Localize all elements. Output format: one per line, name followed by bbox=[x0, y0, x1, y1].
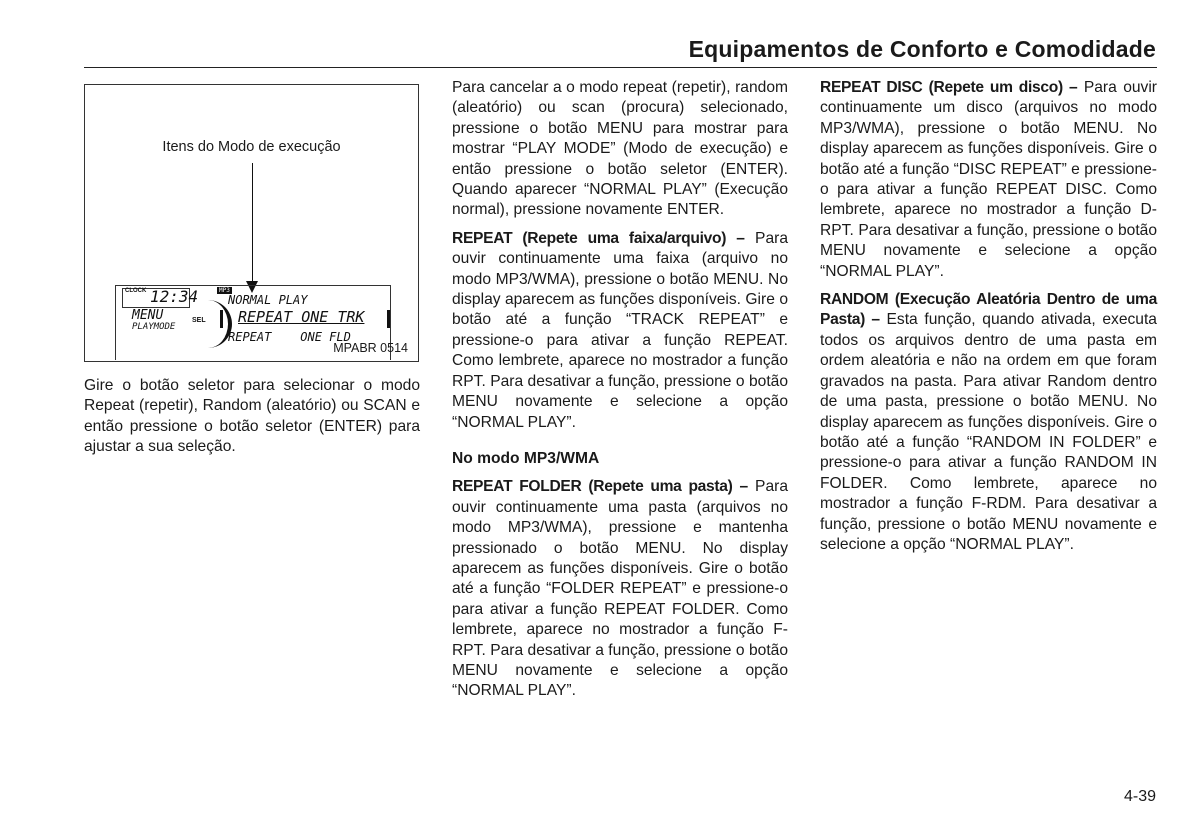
arrow-icon bbox=[252, 163, 253, 281]
paragraph-lead: RANDOM (Execução Aleatória Dentro de uma Pasta) – bbox=[820, 291, 1157, 329]
lcd-line-repeat-one-trk: REPEAT ONE TRK bbox=[238, 308, 365, 326]
section-title: Equipamentos de Conforto e Comodidade bbox=[688, 36, 1156, 62]
paragraph-body: Para ouvir continuamente uma pasta (arquivos no modo MP3/WMA), pressione e mantenha pressionado o botão MENU. No display aparecem as funções disponíveis. Gire o botão até a função “FOLDER REPEAT” e pressione-o para ativar a função REPEAT FOLDER. Como lembrete, aparece no mostrador a função F-RPT. Para desativar a função, pressione o botão MENU novamente e selecione a opção “NORMAL PLAY”. bbox=[452, 478, 788, 700]
lcd-time: 12:34 bbox=[150, 287, 199, 306]
paragraph: Para cancelar a o modo repeat (repetir), random (aleatório) ou scan (procura) selecionado, pressione o botão MENU para mostrar para mostrar “PLAY MODE” (Modo de execução) e então pressione o botão seletor (ENTER). Quando aparecer “NORMAL PLAY” (Execução normal), pressione novamente ENTER. bbox=[452, 79, 788, 219]
column-2 bbox=[452, 78, 788, 710]
lcd-playmode: PLAYMODE bbox=[132, 322, 176, 332]
paragraph-lead: REPEAT FOLDER (Repete uma pasta) – bbox=[452, 478, 748, 496]
figure-code: MPABR 0514 bbox=[333, 341, 408, 355]
figure-playmode-display bbox=[84, 84, 419, 362]
paragraph-body: Para ouvir continuamente uma faixa (arquivo no modo MP3/WMA), pressione o botão MENU. No display aparecem as funções disponíveis. Gire o botão até a função “TRACK REPEAT” e pressione-o para ativar a função REPEAT. Como lembrete, aparece no mostrador a função RPT. Para desativar a função, pressione o botão MENU novamente e selecione a opção “NORMAL PLAY”. bbox=[452, 229, 788, 431]
clock-label: CLOCK bbox=[125, 288, 147, 294]
header-rule bbox=[84, 67, 1157, 68]
column-3 bbox=[820, 78, 1157, 563]
subheading: No modo MP3/WMA bbox=[452, 449, 600, 467]
lcd-line-repeat-one-fld: REPEAT ONE FLD bbox=[228, 330, 351, 344]
figure-caption: Itens do Modo de execução bbox=[162, 139, 341, 155]
mp3-badge: MP3 bbox=[219, 287, 230, 294]
paragraph-body: Para ouvir continuamente um disco (arquivos no modo MP3/WMA), pressione o botão MENU. No display aparecem as funções disponíveis. Gire o botão até a função “DISC REPEAT” e pressione-o para ativar a função REPEAT DISC. Como lembrete, aparece no mostrador a função D-RPT. Para desativar a função, pressione o botão MENU novamente e selecione a opção “NORMAL PLAY”. bbox=[820, 79, 1157, 280]
lcd-line-normal-play: NORMAL PLAY bbox=[228, 293, 308, 307]
paragraph-body: Esta função, quando ativada, executa todos os arquivos dentro de uma pasta em ordem aleatória e não na ordem em que foram gravados na pasta. Para ativar Random dentro de uma pasta, pressione o botão MENU. No display aparecem as funções disponíveis. Gire o botão até a função “RANDOM IN FOLDER” e pressione-o para ativar a função RANDOM IN FOLDER. Como lembrete, aparece no mostrador a função F-RDM. Para desativar a função, pressione o botão MENU novamente e selecione a opção “NORMAL PLAY”. bbox=[820, 311, 1157, 553]
paragraph: Gire o botão seletor para selecionar o modo Repeat (repetir), Random (aleatório) ou SCAN e então pressione o botão seletor (ENTER) para ajustar a sua seleção. bbox=[84, 377, 420, 456]
paragraph-lead: REPEAT DISC (Repete um disco) – bbox=[820, 79, 1078, 96]
lcd-sel: SEL bbox=[192, 317, 206, 324]
lcd-menu: MENU bbox=[132, 308, 164, 323]
paragraph-repeat-disc bbox=[820, 78, 1157, 282]
paragraph-repeat-folder bbox=[452, 477, 788, 701]
page-number: 4-39 bbox=[1123, 788, 1156, 805]
column-1 bbox=[84, 376, 420, 466]
paragraph-lead: REPEAT (Repete uma faixa/arquivo) – bbox=[452, 229, 745, 247]
paragraph-random bbox=[820, 290, 1157, 555]
paragraph-repeat bbox=[452, 229, 788, 433]
